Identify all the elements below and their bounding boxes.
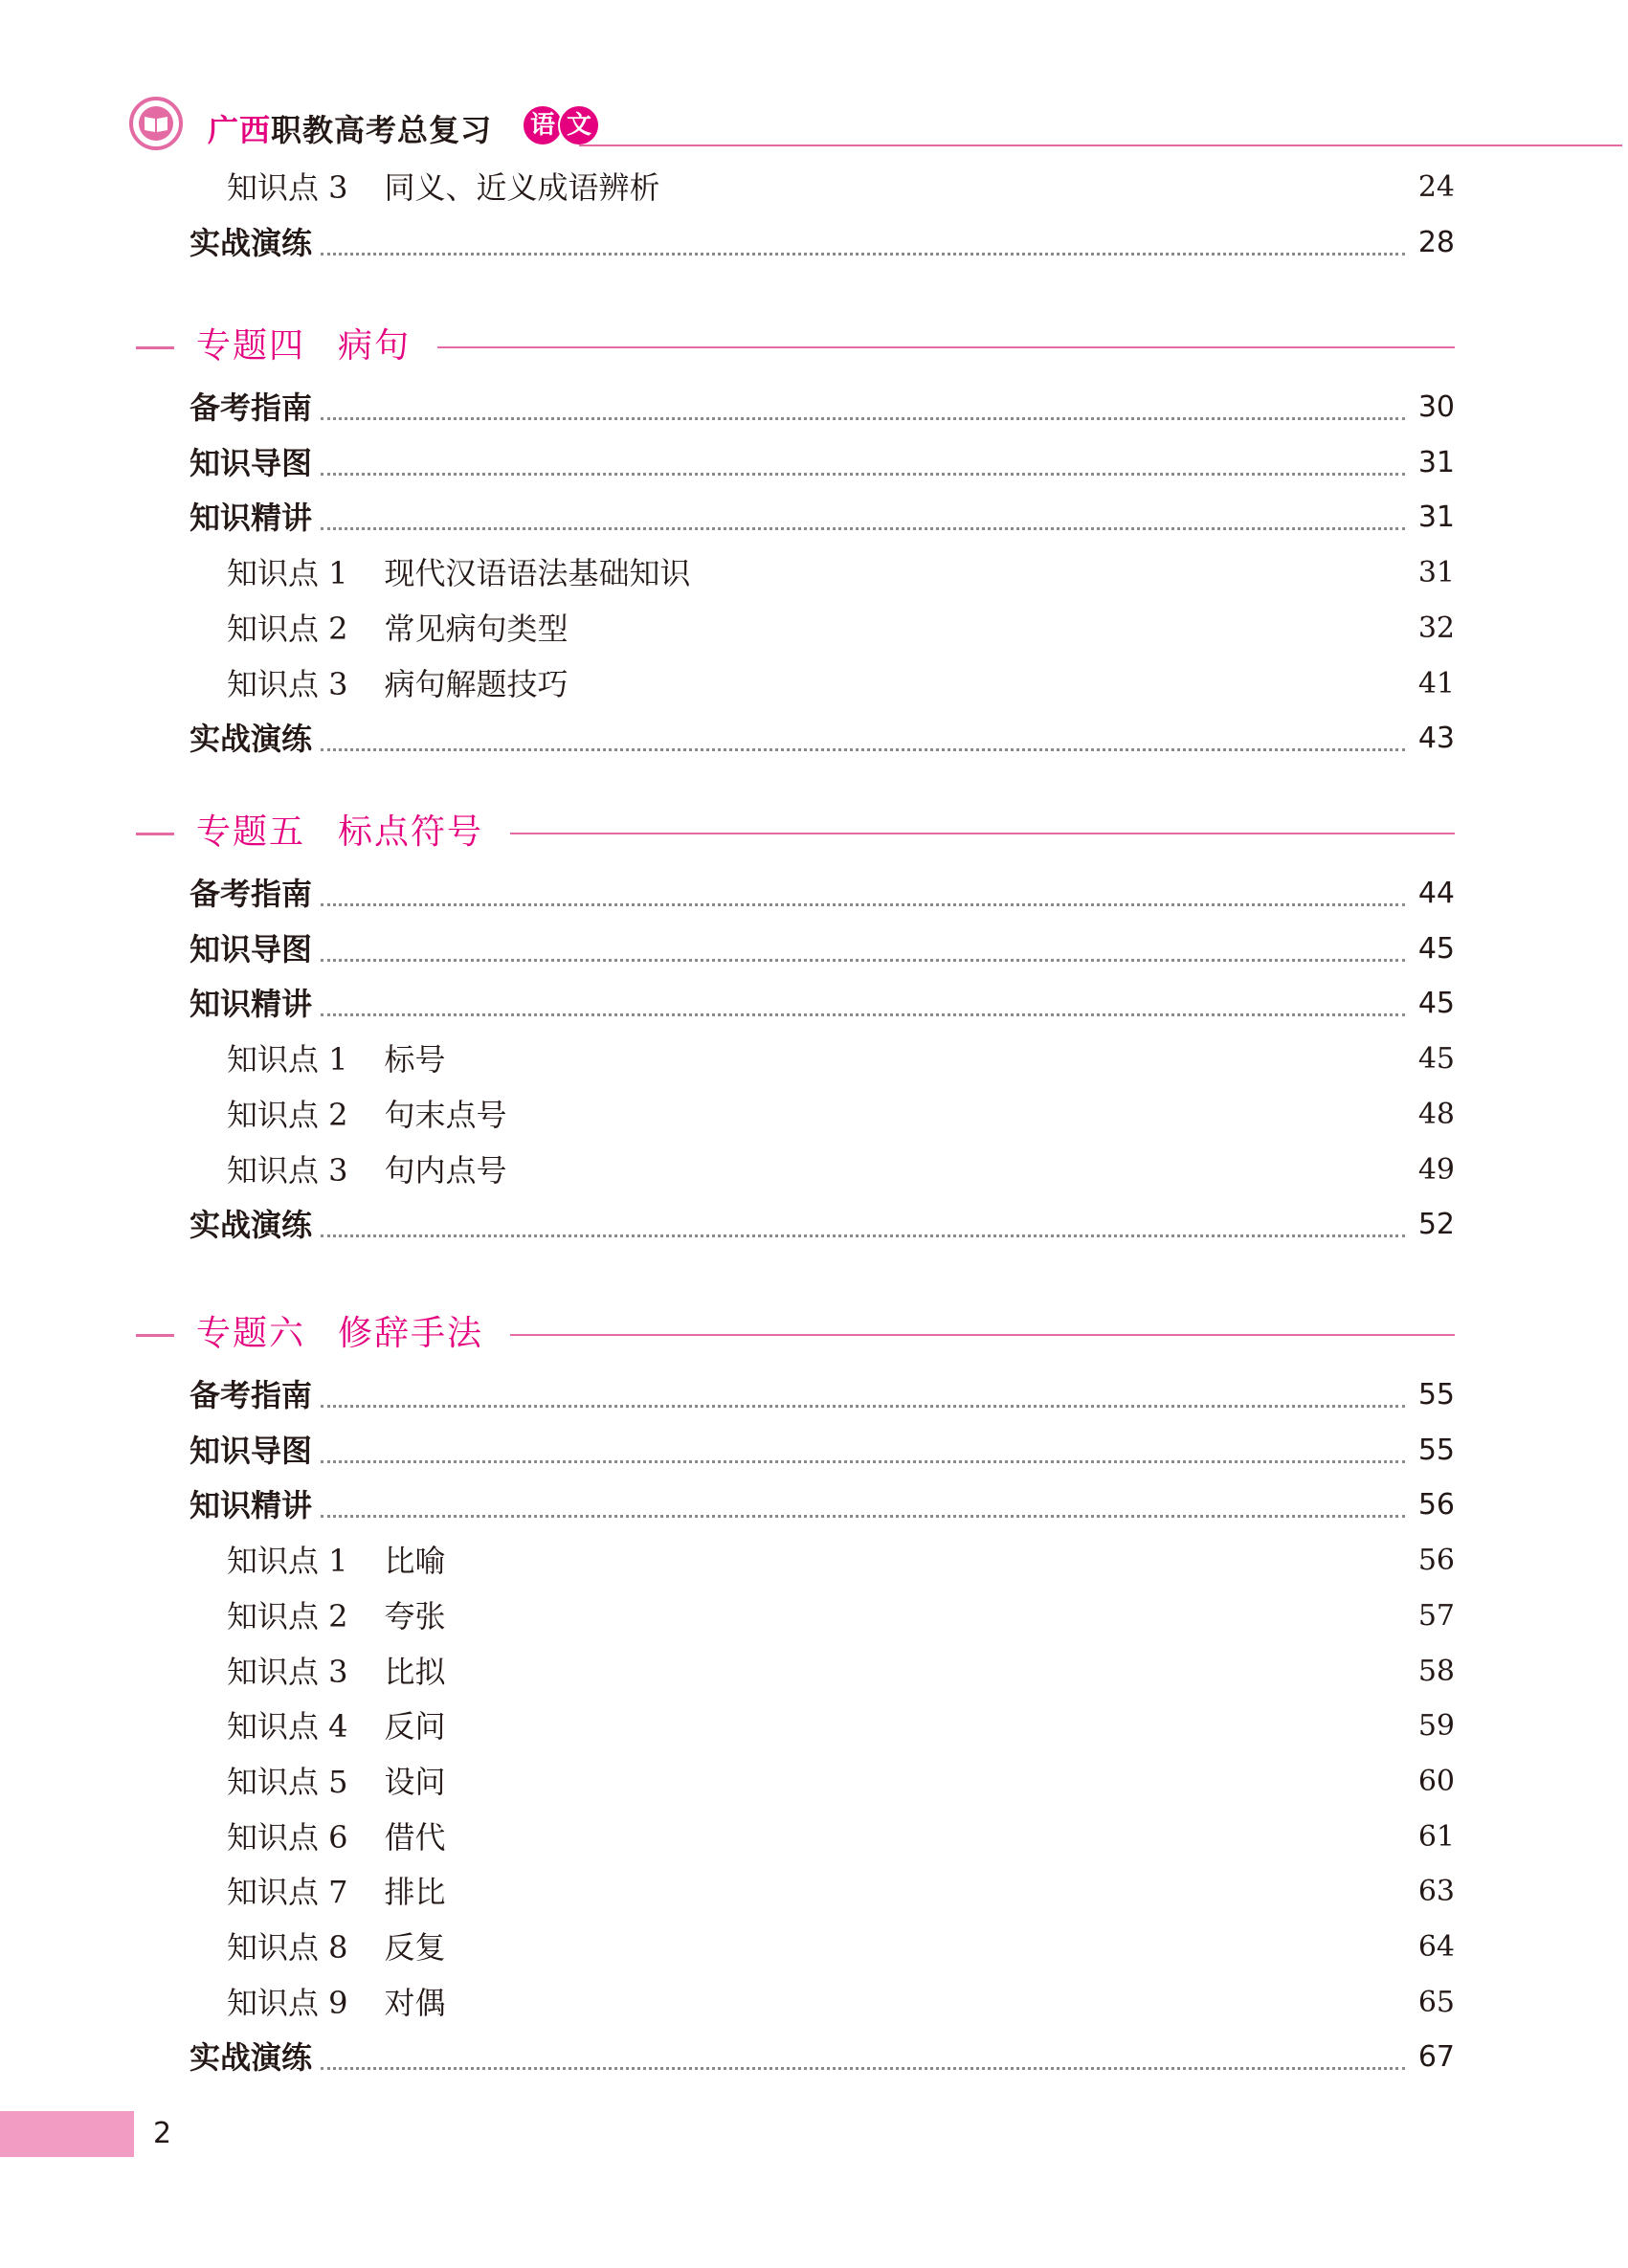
- toc-entry-text: 比喻: [384, 1543, 446, 1580]
- toc-page-number: 56: [1411, 1536, 1455, 1586]
- toc-entry-label: [190, 1200, 318, 1250]
- toc-entry[interactable]: [0, 1480, 1455, 1530]
- toc-page-number: 45: [1411, 979, 1455, 1029]
- toc-entry[interactable]: [0, 383, 1455, 433]
- section-heading[interactable]: [0, 1305, 1455, 1363]
- toc-subentry[interactable]: [0, 1812, 1455, 1862]
- section-subtitle: 病句: [338, 326, 412, 366]
- dot-leader: [321, 748, 1405, 751]
- toc-page-number: 44: [1411, 869, 1455, 919]
- section-title: [196, 1305, 483, 1363]
- toc-page-number: 55: [1411, 1370, 1455, 1420]
- dot-leader: [321, 473, 1405, 476]
- toc-entry[interactable]: [0, 924, 1455, 974]
- toc-entry-label: [227, 1978, 452, 2028]
- toc-page-number: 31: [1411, 493, 1455, 543]
- toc-page-number: 30: [1411, 383, 1455, 433]
- toc-entry-text: 备考指南: [190, 876, 313, 912]
- toc-entry-text: 病句解题技巧: [384, 665, 569, 702]
- toc-entry-text: 对偶: [384, 1984, 446, 2021]
- subject-badge-char-2: 文: [558, 104, 600, 146]
- toc-page-number: 48: [1411, 1090, 1455, 1140]
- toc-entry-text: 现代汉语语法基础知识: [384, 555, 691, 592]
- toc-entry-text: 实战演练: [190, 1207, 313, 1244]
- toc-page-number: 32: [1411, 604, 1455, 654]
- toc-subentry[interactable]: [0, 1145, 1455, 1195]
- toc-subentry[interactable]: [0, 548, 1455, 598]
- toc-entry-label: [190, 714, 318, 764]
- toc-page-number: 43: [1411, 714, 1455, 764]
- knowledge-point-number: 知识点 3: [227, 1653, 348, 1690]
- toc-entry[interactable]: [0, 714, 1455, 764]
- toc-page-number: 58: [1411, 1647, 1455, 1697]
- toc-entry-text: 知识精讲: [190, 1487, 313, 1524]
- toc-entry-text: 反复: [384, 1929, 446, 1966]
- toc-entry-text: 借代: [384, 1818, 446, 1856]
- toc-subentry[interactable]: [0, 163, 1455, 212]
- toc-entry-text: 备考指南: [190, 1377, 313, 1413]
- toc-entry[interactable]: [0, 869, 1455, 919]
- toc-entry-label: [227, 1867, 452, 1917]
- subject-badge-char-1: 语: [522, 104, 564, 146]
- toc-entry-label: [227, 1923, 452, 1972]
- footer-bar: [0, 2111, 134, 2157]
- dot-leader: [321, 959, 1405, 962]
- toc-entry-text: 备考指南: [190, 389, 313, 426]
- section-title: [196, 318, 411, 375]
- toc-page-number: 55: [1411, 1426, 1455, 1476]
- toc-subentry[interactable]: [0, 659, 1455, 709]
- toc-entry-label: [190, 1480, 318, 1530]
- toc-entry-label: [227, 1647, 452, 1697]
- toc-entry-text: 实战演练: [190, 721, 313, 758]
- toc-entry-label: [227, 1034, 452, 1084]
- dot-leader: [321, 1515, 1405, 1518]
- section-rule: [510, 833, 1455, 834]
- toc-entry[interactable]: [0, 979, 1455, 1029]
- toc-page-number: 56: [1411, 1480, 1455, 1530]
- knowledge-point-number: 知识点 3: [227, 169, 348, 206]
- toc-page-number: 28: [1411, 218, 1455, 268]
- section-number: 专题六: [196, 1314, 306, 1353]
- dot-leader: [321, 417, 1405, 420]
- toc-subentry[interactable]: [0, 604, 1455, 654]
- toc-entry-text: 设问: [384, 1763, 446, 1800]
- toc-page-number: 45: [1411, 1034, 1455, 1084]
- toc-page-number: 67: [1411, 2033, 1455, 2082]
- book-logo-icon: [129, 97, 183, 150]
- page-number: 2: [153, 2117, 172, 2150]
- header-rule: [579, 145, 1622, 146]
- toc-page-number: 61: [1411, 1812, 1455, 1862]
- section-dash: [136, 833, 174, 835]
- knowledge-point-number: 知识点 8: [227, 1929, 348, 1966]
- toc-page-number: 41: [1411, 659, 1455, 709]
- knowledge-point-number: 知识点 2: [227, 1096, 348, 1133]
- header-title-rest: 职教高考总复习: [271, 112, 493, 148]
- toc-entry-text: 常见病句类型: [384, 610, 569, 647]
- toc-entry-label: [227, 1757, 452, 1807]
- section-heading[interactable]: [0, 804, 1455, 861]
- toc-subentry[interactable]: [0, 1090, 1455, 1140]
- toc-entry[interactable]: [0, 2033, 1455, 2082]
- section-rule: [510, 1334, 1455, 1336]
- toc-entry-text: 实战演练: [190, 224, 313, 261]
- toc-entry-label: [227, 1090, 513, 1140]
- toc-subentry[interactable]: [0, 1701, 1455, 1751]
- dot-leader: [321, 1405, 1405, 1408]
- toc-entry-label: [227, 1701, 452, 1751]
- toc-entry-text: 实战演练: [190, 2039, 313, 2077]
- dot-leader: [321, 1013, 1405, 1016]
- toc-entry-label: [227, 163, 666, 212]
- knowledge-point-number: 知识点 2: [227, 610, 348, 647]
- knowledge-point-number: 知识点 3: [227, 1151, 348, 1189]
- toc-page-number: 31: [1411, 548, 1455, 598]
- section-number: 专题五: [196, 812, 306, 852]
- dot-leader: [321, 253, 1405, 256]
- toc-entry-text: 反问: [384, 1708, 446, 1745]
- toc-entry-label: [190, 383, 318, 433]
- toc-entry-label: [227, 1591, 452, 1641]
- toc-entry-label: [190, 493, 318, 543]
- toc-entry-text: 夸张: [384, 1597, 446, 1634]
- section-dash: [136, 1334, 174, 1337]
- dot-leader: [321, 2067, 1405, 2070]
- section-heading[interactable]: [0, 318, 1455, 375]
- knowledge-point-number: 知识点 2: [227, 1597, 348, 1634]
- toc-entry-label: [190, 218, 318, 268]
- knowledge-point-number: 知识点 1: [227, 1543, 348, 1580]
- section-title: [196, 804, 483, 861]
- toc-entry-label: [190, 2033, 318, 2082]
- toc-entry-text: 知识精讲: [190, 500, 313, 537]
- toc-entry-text: 知识导图: [190, 444, 313, 481]
- toc-page-number: 45: [1411, 924, 1455, 974]
- toc-entry-label: [190, 924, 318, 974]
- header-title-accent: 广西: [208, 112, 272, 148]
- toc-page-number: 57: [1411, 1591, 1455, 1641]
- knowledge-point-number: 知识点 9: [227, 1984, 348, 2021]
- toc-entry-label: [227, 1536, 452, 1586]
- toc-page-number: 49: [1411, 1145, 1455, 1195]
- knowledge-point-number: 知识点 1: [227, 555, 348, 592]
- toc-subentry[interactable]: [0, 1647, 1455, 1697]
- toc-entry[interactable]: [0, 1370, 1455, 1420]
- toc-entry[interactable]: [0, 1200, 1455, 1250]
- subject-badge: [522, 104, 594, 143]
- toc-subentry[interactable]: [0, 1923, 1455, 1972]
- toc-entry-label: [227, 1812, 452, 1862]
- toc-subentry[interactable]: [0, 1034, 1455, 1084]
- section-dash: [136, 346, 174, 349]
- toc-subentry[interactable]: [0, 1536, 1455, 1586]
- toc-entry-label: [190, 869, 318, 919]
- knowledge-point-number: 知识点 4: [227, 1708, 348, 1745]
- knowledge-point-number: 知识点 1: [227, 1041, 348, 1078]
- toc-entry-text: 同义、近义成语辨析: [384, 169, 660, 206]
- toc-page-number: 60: [1411, 1757, 1455, 1807]
- toc-entry-label: [227, 659, 574, 709]
- section-rule: [437, 346, 1455, 348]
- toc-page-number: 59: [1411, 1701, 1455, 1751]
- toc-subentry[interactable]: [0, 1978, 1455, 2028]
- toc-page-number: 65: [1411, 1978, 1455, 2028]
- toc-entry[interactable]: [0, 218, 1455, 268]
- dot-leader: [321, 903, 1405, 906]
- dot-leader: [321, 1460, 1405, 1463]
- toc-entry[interactable]: [0, 438, 1455, 488]
- dot-leader: [321, 527, 1405, 530]
- knowledge-point-number: 知识点 7: [227, 1874, 348, 1911]
- section-subtitle: 修辞手法: [338, 1314, 484, 1353]
- toc-entry-label: [227, 1145, 513, 1195]
- toc-entry-text: 知识精讲: [190, 986, 313, 1023]
- toc-entry-text: 句末点号: [384, 1096, 507, 1133]
- toc-entry-text: 排比: [384, 1874, 446, 1911]
- dot-leader: [321, 1234, 1405, 1237]
- toc-page-number: 52: [1411, 1200, 1455, 1250]
- toc-page-number: 24: [1411, 163, 1455, 212]
- toc-subentry[interactable]: [0, 1591, 1455, 1641]
- toc-entry-text: 标号: [384, 1041, 446, 1078]
- toc-entry-label: [190, 1370, 318, 1420]
- toc-entry[interactable]: [0, 1426, 1455, 1476]
- knowledge-point-number: 知识点 6: [227, 1818, 348, 1856]
- toc-entry-label: [227, 548, 697, 598]
- toc-entry-text: 比拟: [384, 1653, 446, 1690]
- toc-subentry[interactable]: [0, 1867, 1455, 1917]
- knowledge-point-number: 知识点 5: [227, 1763, 348, 1800]
- toc-entry-text: 知识导图: [190, 930, 313, 967]
- page-header: [129, 91, 1622, 158]
- toc-page-number: 64: [1411, 1923, 1455, 1972]
- toc-entry-label: [227, 604, 574, 654]
- toc-entry[interactable]: [0, 493, 1455, 543]
- toc-entry-label: [190, 438, 318, 488]
- knowledge-point-number: 知识点 3: [227, 665, 348, 702]
- section-subtitle: 标点符号: [338, 812, 484, 852]
- toc-page-number: 31: [1411, 438, 1455, 488]
- toc-entry-label: [190, 1426, 318, 1476]
- toc-page-number: 63: [1411, 1867, 1455, 1917]
- header-title: [208, 106, 492, 150]
- toc-entry-label: [190, 979, 318, 1029]
- toc-subentry[interactable]: [0, 1757, 1455, 1807]
- toc-entry-text: 句内点号: [384, 1151, 507, 1189]
- section-number: 专题四: [196, 326, 306, 366]
- toc-entry-text: 知识导图: [190, 1432, 313, 1469]
